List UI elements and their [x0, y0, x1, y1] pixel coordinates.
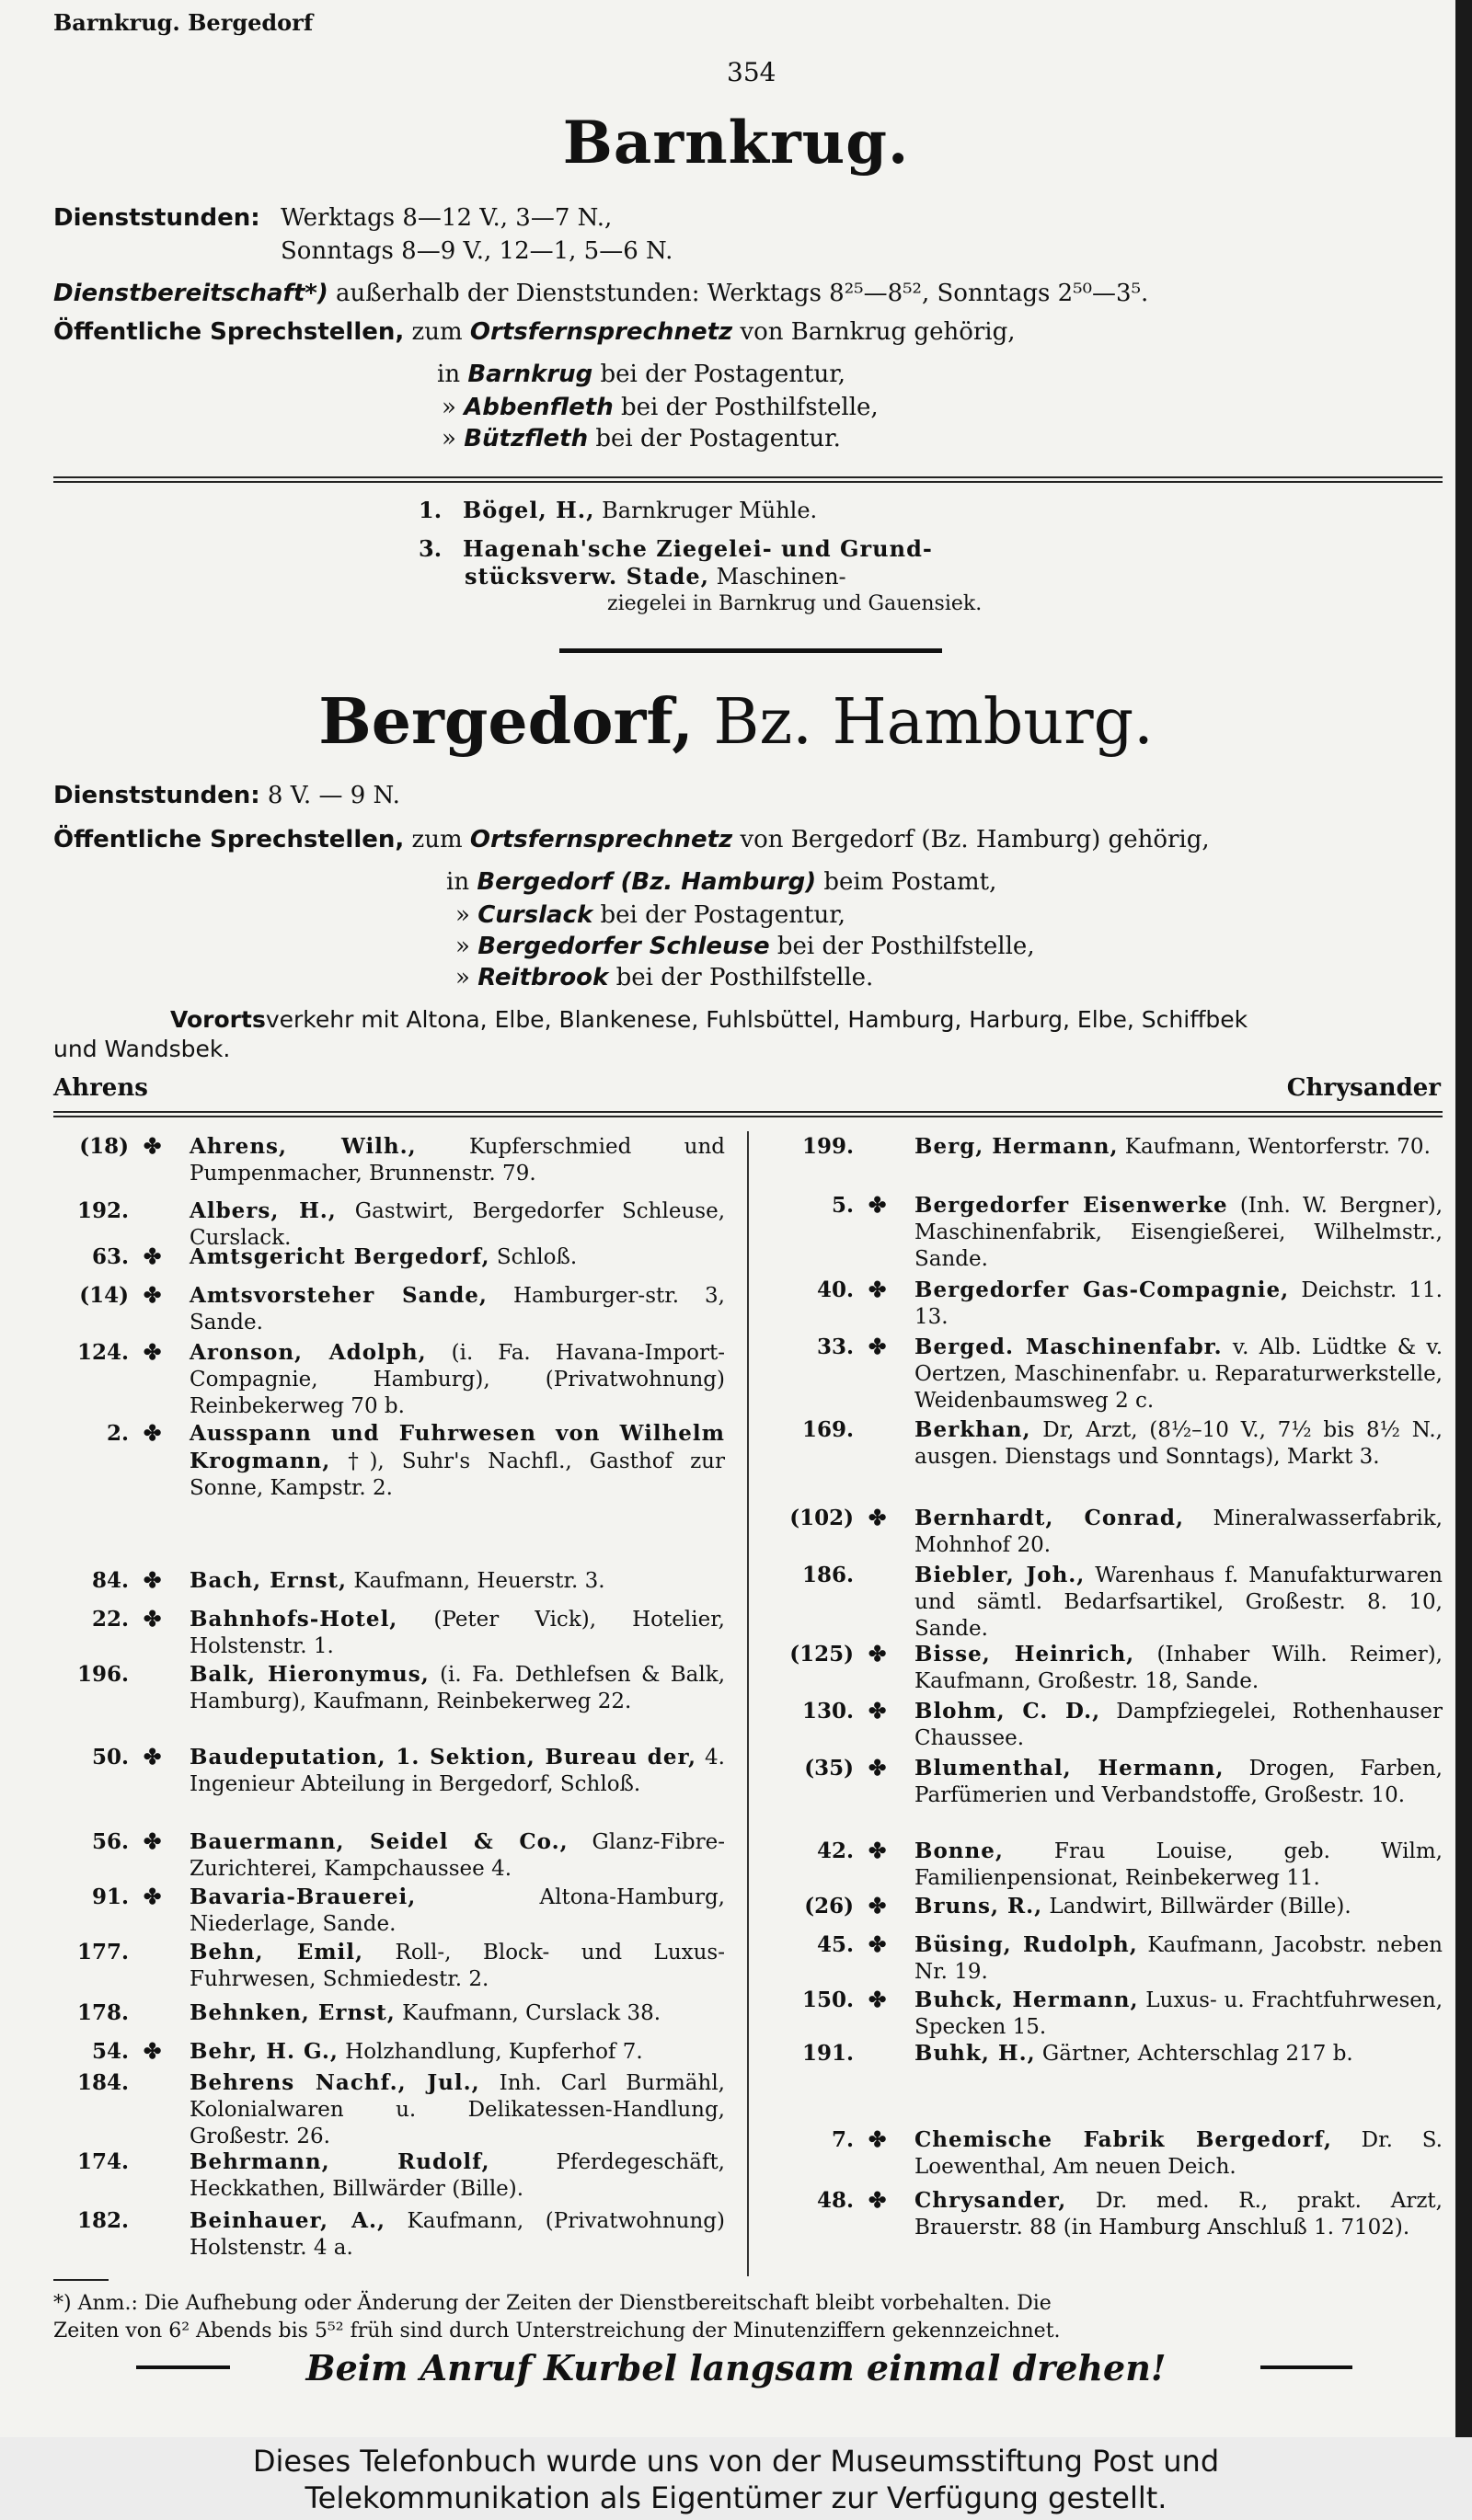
- station-3: [455, 931, 1035, 962]
- entry-text: [190, 2148, 725, 2203]
- directory-entry: [778, 2040, 1443, 2071]
- entry-number: 124.: [76, 1340, 129, 1365]
- maltese-cross-icon: ✤: [144, 1829, 162, 1854]
- credit-line: Dieses Telefonbuch wurde uns von der Museumsstiftung Post und: [252, 2444, 1220, 2479]
- entry-text: [914, 1277, 1443, 1331]
- section-title-barnkrug: Barnkrug.: [562, 109, 910, 178]
- entry-details: Luxus- u. Frachtfuhrwesen, Specken 15.: [914, 1988, 1443, 2039]
- maltese-cross-icon: ✤: [868, 1838, 887, 1863]
- dienst-hours-1: Werktags 8—12 V., 3—7 N.,: [281, 204, 613, 232]
- station-place: Reitbrook: [477, 964, 609, 991]
- station-2: [442, 392, 879, 423]
- entry-number: 192.: [76, 1198, 129, 1223]
- entry-details: v. Alb. Lüdtke & v. Oertzen, Maschinenfabr. u. Reparaturwerkstelle, Weidenbaumsweg 2 c.: [914, 1335, 1443, 1413]
- entry-details: Dr. med. R., prakt. Arzt, Brauerstr. 88 (in Hamburg Anschluß 1. 7102).: [914, 2189, 1443, 2239]
- entry-text: [190, 1828, 725, 1883]
- entry-name: Balk, Hieronymus,: [190, 1662, 430, 1687]
- entry-text: [190, 1884, 725, 1938]
- entry-number: 7.: [831, 2127, 854, 2152]
- dienst-hours: 8 V. — 9 N.: [267, 782, 400, 809]
- station-text: bei der Posthilfstelle,: [776, 933, 1035, 960]
- entry-details: (Inh. W. Bergner), Maschinenfabrik, Eisengießerei, Wilhelmstr., Sande.: [914, 1194, 1443, 1271]
- entry-details: Holzhandlung, Kupferhof 7.: [338, 2040, 643, 2064]
- entry-text: [190, 1661, 725, 1715]
- directory-entry: [53, 1243, 725, 1275]
- entry-details: Drogen, Farben, Parfümerien und Verbandstoffe, Großestr. 10.: [914, 1757, 1443, 1807]
- entry-details: Kaufmann, Curslack 38.: [395, 2001, 661, 2025]
- entry-name: Buhk, H.,: [914, 2041, 1036, 2066]
- entry-number: (125): [789, 1642, 854, 1667]
- entry-number: 84.: [91, 1568, 129, 1593]
- entry-name: Biebler, Joh.,: [914, 1563, 1086, 1587]
- entry-details: (i. Fa. Havana-Import-Compagnie, Hamburg), (Privatwohnung) Reinbekerweg 70 b.: [190, 1341, 725, 1418]
- directory-entry: [53, 1133, 725, 1190]
- directory-entry: [53, 1606, 725, 1659]
- directory-entry: [778, 1698, 1443, 1751]
- maltese-cross-icon: ✤: [868, 1334, 887, 1359]
- entry-number: 56.: [91, 1829, 129, 1854]
- directory-entry: [778, 1192, 1443, 1273]
- column-tag-right: Chrysander: [1286, 1074, 1441, 1102]
- entry-details: Kaufmann, Wentorferstr. 70.: [1118, 1135, 1431, 1159]
- barnkrug-entry-1: 1. Bögel, H., Barnkruger Mühle.: [419, 497, 818, 523]
- credit-line: Telekommunikation als Eigentümer zur Verfügung gestellt.: [305, 2480, 1167, 2515]
- entry-text: [190, 1133, 725, 1187]
- entry-name: Bergedorfer Eisenwerke: [914, 1193, 1228, 1218]
- entry-text: [190, 1606, 725, 1660]
- maltese-cross-icon: ✤: [868, 1642, 887, 1667]
- dienst-hours-2: Sonntags 8—9 V., 12—1, 5—6 N.: [281, 237, 673, 265]
- sprech-text-a: zum: [411, 826, 463, 853]
- entry-text: [914, 2040, 1443, 2068]
- directory-entry: [778, 1931, 1443, 1985]
- entry-name: Berg, Hermann,: [914, 1134, 1119, 1159]
- sprech-label: Öffentliche Sprechstellen,: [53, 318, 405, 346]
- entry-details: 4. Ingenieur Abteilung in Bergedorf, Schloß.: [190, 1746, 725, 1796]
- entry-name: Bergedorfer Gas-Compagnie,: [914, 1277, 1290, 1302]
- entry-number: 169.: [801, 1417, 854, 1442]
- credit-banner: [0, 2437, 1472, 2520]
- entry-text: [190, 1999, 725, 2027]
- station-1: [437, 359, 845, 390]
- directory-entry: [778, 1416, 1443, 1497]
- entry-name: Bonne,: [914, 1838, 1004, 1863]
- entry-text: [914, 1698, 1443, 1752]
- entry-details: Kaufmann, (Privatwohnung) Holstenstr. 4 a.: [190, 2209, 725, 2260]
- maltese-cross-icon: ✤: [868, 2127, 887, 2152]
- entry-number: 2.: [106, 1421, 129, 1446]
- directory-entry: [53, 1197, 726, 1250]
- entry-name: Albers, H.,: [190, 1198, 337, 1223]
- maltese-cross-icon: ✤: [868, 1932, 887, 1957]
- station-prefix: »: [442, 425, 456, 452]
- station-text: bei der Posthilfstelle.: [615, 964, 874, 991]
- maltese-cross-icon: ✤: [144, 1244, 162, 1269]
- station-place: Bergedorf (Bz. Hamburg): [477, 868, 817, 896]
- entry-number: 5.: [831, 1193, 854, 1218]
- double-rule: [53, 1111, 1443, 1117]
- entry-number: 196.: [76, 1662, 129, 1687]
- directory-entry: [778, 1755, 1443, 1834]
- directory-entry: [53, 2069, 725, 2147]
- entry-number: 22.: [91, 1607, 129, 1632]
- entry-details: Deichstr. 11. 13.: [914, 1278, 1443, 1329]
- directory-entry: [53, 1339, 725, 1416]
- station-2: [455, 899, 845, 931]
- entry-details: Warenhaus f. Manufakturwaren und sämtl. Bedarfsartikel, Großestr. 8. 10, Sande.: [914, 1564, 1443, 1641]
- entry-name: Berged. Maschinenfabr.: [914, 1334, 1223, 1359]
- footnote-line: Zeiten von 6² Abends bis 5⁵² früh sind durch Unterstreichung der Minutenziffern gekennzeichnet.: [53, 2320, 1061, 2342]
- entry-text: [914, 1987, 1443, 2041]
- entry-number: 45.: [816, 1932, 854, 1957]
- entry-details: Dr, Arzt, (8½–10 V., 7½ bis 8½ N., ausgen. Dienstags und Sonntags), Markt 3.: [914, 1418, 1443, 1469]
- entry-name: Blohm, C. D.,: [914, 1699, 1101, 1724]
- vororts-line-2: [53, 1034, 230, 1065]
- entry-name: Bavaria-Brauerei,: [190, 1884, 417, 1909]
- station-text: bei der Postagentur,: [600, 901, 846, 929]
- entry-name: Behn, Emil,: [190, 1940, 364, 1964]
- maltese-cross-icon: ✤: [144, 1340, 162, 1365]
- maltese-cross-icon: ✤: [868, 1506, 887, 1530]
- entry-number: 40.: [816, 1277, 854, 1302]
- maltese-cross-icon: ✤: [144, 1421, 162, 1446]
- directory-entry: [53, 1744, 725, 1825]
- entry-details: Kupferschmied und Pumpenmacher, Brunnenstr. 79.: [190, 1135, 725, 1186]
- entry-details: Gärtner, Achterschlag 217 b.: [1035, 2042, 1353, 2066]
- entry-number: 182.: [76, 2208, 129, 2233]
- entry-name: Aronson, Adolph,: [190, 1340, 427, 1365]
- entry-details: Landwirt, Billwärder (Bille).: [1042, 1895, 1351, 1919]
- entry-name: Bernhardt, Conrad,: [914, 1506, 1184, 1530]
- maltese-cross-icon: ✤: [144, 1134, 162, 1159]
- barnkrug-entry-3-cont2: ziegelei in Barnkrug und Gauensiek.: [607, 592, 983, 615]
- entry-name: Bauermann, Seidel & Co.,: [190, 1829, 569, 1854]
- entry-text: [190, 2207, 725, 2262]
- maltese-cross-icon: ✤: [868, 2188, 887, 2213]
- directory-entry: [778, 1277, 1443, 1330]
- station-4: [455, 962, 873, 993]
- entry-text: [914, 1562, 1443, 1643]
- directory-entry: [778, 2126, 1443, 2180]
- maltese-cross-icon: ✤: [868, 1756, 887, 1781]
- maltese-cross-icon: ✤: [868, 1193, 887, 1218]
- entry-details: (Peter Vick), Hotelier, Holstenstr. 1.: [190, 1608, 725, 1658]
- entry-name: Ahrens, Wilh.,: [190, 1134, 417, 1159]
- entry-text: [190, 1339, 725, 1420]
- directory-entry: [53, 1828, 725, 1882]
- entry-number: 48.: [816, 2188, 854, 2213]
- entry-text: [914, 2126, 1443, 2181]
- scan-edge: [1455, 0, 1472, 2437]
- entry-name: Behr, H. G.,: [190, 2039, 339, 2064]
- entry-number: (14): [79, 1283, 129, 1308]
- sprech-text-b: von Barnkrug gehörig,: [740, 318, 1016, 346]
- entry-number: 50.: [91, 1745, 129, 1770]
- entry-details: Pferdegeschäft, Heckkathen, Billwärder (Bille).: [190, 2150, 725, 2201]
- entry-details: Gastwirt, Bergedorfer Schleuse, Curslack.: [190, 1199, 726, 1250]
- dienst-label: Dienststunden:: [53, 782, 260, 809]
- entry-text: [190, 1744, 725, 1798]
- entry-number: 130.: [801, 1699, 854, 1724]
- entry-text: [914, 1133, 1443, 1161]
- entry-name: Bruns, R.,: [914, 1894, 1043, 1919]
- station-text: bei der Posthilfstelle,: [620, 394, 879, 421]
- directory-entry: [53, 1884, 725, 1937]
- bereit-text: außerhalb der Dienststunden: Werktags 8²⁵—8⁵², Sonntags 2⁵⁰—3⁵.: [336, 280, 1149, 307]
- entry-details: Dr. S. Loewenthal, Am neuen Deich.: [914, 2128, 1443, 2179]
- entry-name: Chrysander,: [914, 2188, 1067, 2213]
- entry-text: [914, 1505, 1443, 1559]
- entry-name: Bach, Ernst,: [190, 1568, 348, 1593]
- maltese-cross-icon: ✤: [144, 1607, 162, 1632]
- station-place: Bützfleth: [464, 425, 589, 452]
- entry-text: [914, 1416, 1443, 1471]
- vororts-text: verkehr mit Altona, Elbe, Blankenese, Fuhlsbüttel, Hamburg, Harburg, Elbe, Schiffbek: [265, 1006, 1248, 1033]
- directory-entry: [778, 1133, 1443, 1186]
- station-prefix: in: [446, 868, 470, 896]
- maltese-cross-icon: ✤: [144, 1568, 162, 1593]
- station-1: [446, 866, 996, 898]
- barnkrug-entry-3-cont: stücksverw. Stade, Maschinen-: [465, 563, 846, 590]
- entry-name: Amtsgericht Bergedorf,: [190, 1244, 490, 1269]
- entry-text: [914, 2187, 1443, 2241]
- entry-name: Bisse, Heinrich,: [914, 1642, 1135, 1667]
- station-text: beim Postamt,: [823, 868, 997, 896]
- barnkrug-entry-3: 3. Hagenah'sche Ziegelei- und Grund-: [419, 535, 933, 562]
- station-text: bei der Postagentur.: [595, 425, 841, 452]
- bereit-label: Dienstbereitschaft*): [53, 280, 328, 307]
- entry-text: [914, 1755, 1443, 1809]
- entry-number: 91.: [91, 1884, 129, 1909]
- entry-name: Buhck, Hermann,: [914, 1987, 1139, 2012]
- entry-details: Altona-Hamburg, Niederlage, Sande.: [190, 1885, 725, 1936]
- station-place: Abbenfleth: [464, 394, 614, 421]
- entry-text: [190, 1282, 725, 1336]
- entry-text: [190, 1243, 725, 1271]
- entry-text: [914, 1893, 1443, 1920]
- station-place: Barnkrug: [467, 361, 593, 388]
- footnote-rule: [53, 2279, 109, 2281]
- station-prefix: »: [455, 933, 470, 960]
- entry-text: [914, 1334, 1443, 1415]
- directory-entry: [778, 1641, 1443, 1694]
- entry-name: Chemische Fabrik Bergedorf,: [914, 2127, 1332, 2152]
- entry-name: Behrmann, Rudolf,: [190, 2149, 490, 2174]
- entry-details: †), Suhr's Nachfl., Gasthof zur Sonne, Kampstr. 2.: [190, 1449, 725, 1500]
- entry-name: Blumenthal, Hermann,: [914, 1756, 1225, 1781]
- directory-entry: [778, 1838, 1443, 1891]
- station-3: [442, 423, 841, 454]
- entry-text: [914, 1838, 1443, 1892]
- entry-number: 174.: [76, 2149, 129, 2174]
- column-tag-left: Ahrens: [53, 1074, 148, 1102]
- sprech-netz: Ortsfernsprechnetz: [469, 826, 733, 853]
- sprech-text-a: zum: [411, 318, 463, 346]
- entry-number: 178.: [76, 2000, 129, 2025]
- slogan: Beim Anruf Kurbel langsam einmal drehen!: [305, 2347, 1167, 2388]
- entry-number: 150.: [801, 1987, 854, 2012]
- station-text: bei der Postagentur,: [600, 361, 846, 388]
- entry-text: [914, 1641, 1443, 1695]
- entry-name: Behrens Nachf., Jul.,: [190, 2070, 480, 2095]
- vororts-label: Vororts: [170, 1006, 266, 1033]
- directory-entry: [53, 1999, 725, 2031]
- directory-entry: [778, 1505, 1443, 1558]
- column-separator: [747, 1131, 749, 2276]
- station-place: Bergedorfer Schleuse: [477, 933, 770, 960]
- directory-entry: [53, 2038, 725, 2069]
- directory-entry: [53, 1567, 725, 1598]
- maltese-cross-icon: ✤: [144, 1884, 162, 1909]
- station-prefix: »: [455, 901, 470, 929]
- dienst-label: Dienststunden:: [53, 204, 260, 232]
- entry-details: Hamburger-str. 3, Sande.: [190, 1284, 725, 1334]
- entry-number: (18): [79, 1134, 129, 1159]
- directory-entry: [778, 1562, 1443, 1639]
- maltese-cross-icon: ✤: [868, 1987, 887, 2012]
- entry-details: Frau Louise, geb. Wilm, Familienpensionat, Reinbekerweg 11.: [914, 1839, 1443, 1890]
- directory-entry: [778, 2187, 1443, 2264]
- station-place: Curslack: [477, 901, 593, 929]
- entry-text: [190, 1567, 725, 1595]
- station-prefix: in: [437, 361, 461, 388]
- page-number: 354: [727, 57, 776, 87]
- directory-entry: [778, 1987, 1443, 2040]
- maltese-cross-icon: ✤: [144, 1745, 162, 1770]
- entry-name: Behnken, Ernst,: [190, 2000, 396, 2025]
- entry-text: [914, 1931, 1443, 1986]
- directory-entry: [778, 1893, 1443, 1924]
- maltese-cross-icon: ✤: [868, 1277, 887, 1302]
- sprech-label: Öffentliche Sprechstellen,: [53, 826, 405, 853]
- running-title: Barnkrug. Bergedorf: [53, 9, 314, 36]
- entry-text: [190, 1420, 725, 1502]
- entry-name: Bahnhofs-Hotel,: [190, 1607, 398, 1632]
- entry-text: [190, 1939, 725, 1993]
- entry-number: 33.: [816, 1334, 854, 1359]
- entry-number: 199.: [801, 1134, 854, 1159]
- entry-text: [914, 1192, 1443, 1273]
- entry-number: 186.: [801, 1563, 854, 1587]
- maltese-cross-icon: ✤: [868, 1894, 887, 1919]
- entry-details: (Inhaber Wilh. Reimer), Kaufmann, Großestr. 18, Sande.: [914, 1643, 1443, 1693]
- sprech-text-b: von Bergedorf (Bz. Hamburg) gehörig,: [740, 826, 1210, 853]
- entry-number: (26): [804, 1894, 854, 1919]
- entry-number: 63.: [91, 1244, 129, 1269]
- entry-details: Kaufmann, Heuerstr. 3.: [347, 1569, 605, 1593]
- footnote: [53, 2290, 1443, 2345]
- entry-text: [190, 2069, 725, 2150]
- entry-details: Kaufmann, Jacobstr. neben Nr. 19.: [914, 1933, 1443, 1984]
- directory-entry: [53, 1939, 725, 1992]
- directory-entry: [53, 2207, 725, 2262]
- entry-number: 184.: [76, 2070, 129, 2095]
- entry-number: 191.: [801, 2041, 854, 2066]
- entry-name: Ausspann und Fuhrwesen von Wilhelm Krogmann,: [190, 1421, 725, 1473]
- entry-details: Mineralwasserfabrik, Mohnhof 20.: [914, 1506, 1443, 1557]
- sprech-netz: Ortsfernsprechnetz: [469, 318, 733, 346]
- footnote-line: *) Anm.: Die Aufhebung oder Änderung der Zeiten der Dienstbereitschaft bleibt vorbehalten. Die: [53, 2292, 1052, 2315]
- directory-entry: [53, 1661, 725, 1738]
- section-divider: [559, 648, 942, 653]
- entry-name: Berkhan,: [914, 1417, 1031, 1442]
- entry-number: 42.: [816, 1838, 854, 1863]
- entry-name: Baudeputation, 1. Sektion, Bureau der,: [190, 1745, 696, 1770]
- maltese-cross-icon: ✤: [868, 1699, 887, 1724]
- entry-number: (102): [789, 1506, 854, 1530]
- entry-text: [190, 2038, 725, 2066]
- vororts-text-2: und Wandsbek.: [53, 1036, 231, 1062]
- station-prefix: »: [455, 964, 470, 991]
- entry-details: Dampfziegelei, Rothenhauser Chaussee.: [914, 1700, 1443, 1750]
- station-prefix: »: [442, 394, 456, 421]
- vororts-line: [170, 1004, 1248, 1036]
- entry-details: Glanz-Fibre-Zurichterei, Kampchaussee 4.: [190, 1830, 725, 1881]
- entry-name: Amtsvorsteher Sande,: [190, 1283, 488, 1308]
- directory-entry: [53, 1282, 725, 1335]
- double-rule: [53, 476, 1443, 483]
- maltese-cross-icon: ✤: [144, 2039, 162, 2064]
- entry-details: (i. Fa. Dethlefsen & Balk, Hamburg), Kaufmann, Reinbekerweg 22.: [190, 1663, 726, 1713]
- entry-details: Inh. Carl Burmähl, Kolonialwaren u. Delikatessen-Handlung, Großestr. 26.: [190, 2071, 725, 2148]
- directory-entry: [53, 2148, 725, 2204]
- directory-entry: [53, 1420, 725, 1512]
- directory-entry: [778, 1334, 1443, 1413]
- entry-number: 177.: [76, 1940, 129, 1964]
- maltese-cross-icon: ✤: [144, 1283, 162, 1308]
- entry-name: Büsing, Rudolph,: [914, 1932, 1138, 1957]
- section-title-bergedorf: Bergedorf, Bz. Hamburg.: [318, 685, 1154, 759]
- entry-details: Schloß.: [489, 1245, 578, 1269]
- entry-details: Roll-, Block- und Luxus-Fuhrwesen, Schmiedestr. 2.: [190, 1941, 725, 1991]
- entry-name: Beinhauer, A.,: [190, 2208, 386, 2233]
- entry-number: 54.: [91, 2039, 129, 2064]
- entry-number: (35): [804, 1756, 854, 1781]
